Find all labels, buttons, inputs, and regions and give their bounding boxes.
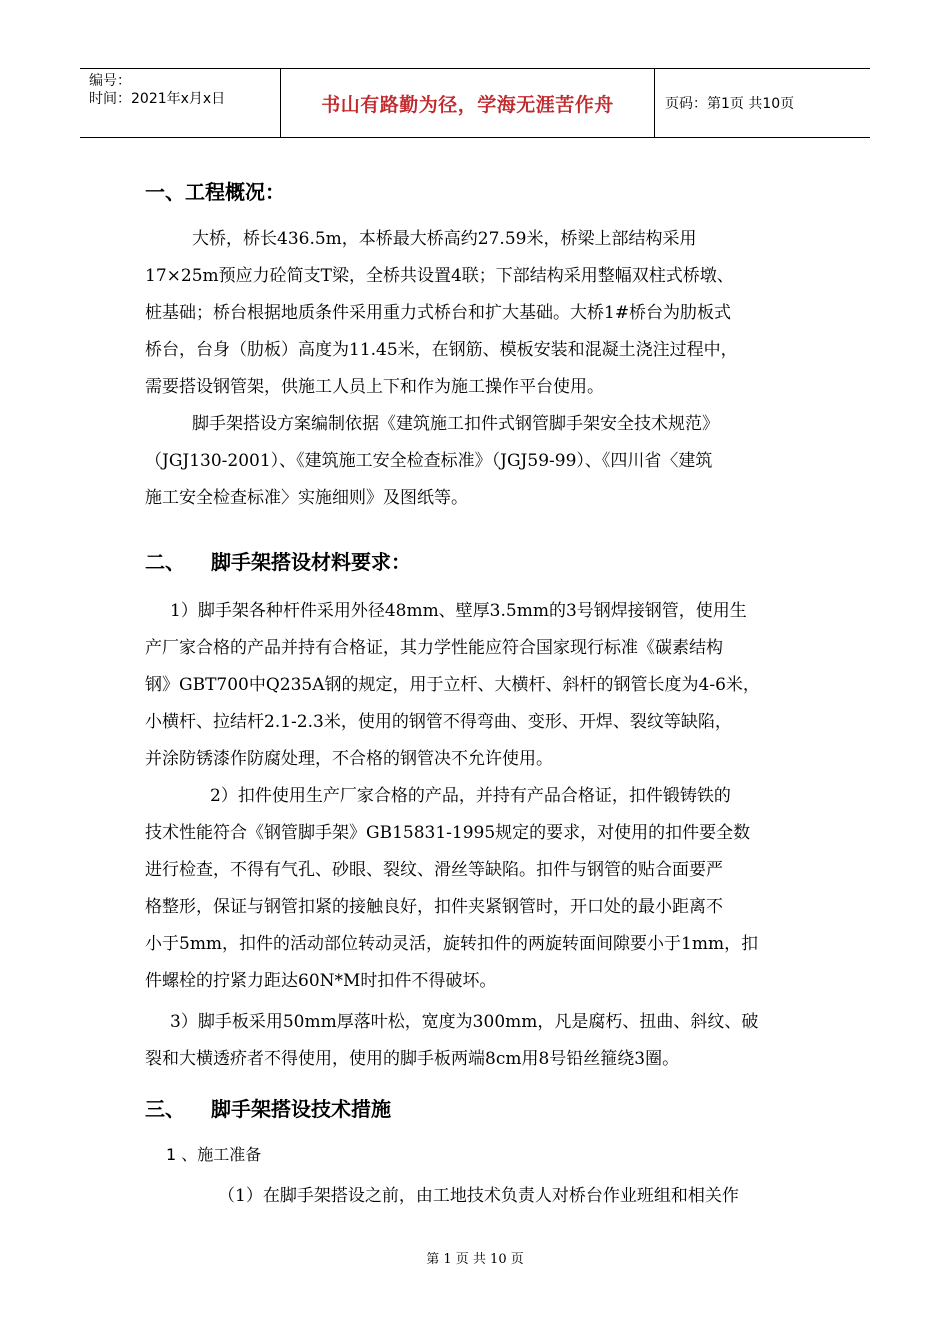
s3-line: （1）在脚手架搭设之前，由工地技术负责人对桥台作业班组和相关作 [218,1186,739,1206]
section-2-title: 脚手架搭设材料要求： [211,550,411,574]
motto: 书山有路勤为径，学海无涯苦作舟 [321,93,614,116]
s1-line: 桥台，台身（肋板）高度为11.45米，在钢筋、模板安装和混凝土浇注过程中， [145,340,738,360]
s2-line: 1）脚手架各种杆件采用外径48mm、壁厚3.5mm的3号钢焊接钢管，使用生 [170,601,747,621]
s1-line: 需要搭设钢管架，供施工人员上下和作为施工操作平台使用。 [145,377,604,397]
s1-line: 脚手架搭设方案编制依据《建筑施工扣件式钢管脚手架安全技术规范》 [192,414,719,434]
subsection-1-title: 1 、施工准备 [166,1145,262,1164]
page-info: 页码：第1页 共10页 [665,96,795,112]
section-3-title: 脚手架搭设技术措施 [211,1097,391,1121]
s1-line: 大桥，桥长436.5m，本桥最大桥高约27.59米，桥梁上部结构采用 [192,229,697,249]
section-3-number: 三、 [145,1097,185,1121]
s2-line: 技术性能符合《钢管脚手架》GB15831-1995规定的要求，对使用的扣件要全数 [145,823,751,843]
s2-line: 并涂防锈漆作防腐处理，不合格的钢管决不允许使用。 [145,749,553,769]
time-label: 时间：2021年x月x日 [89,91,226,107]
section-2-number: 二、 [145,550,185,574]
section-3-heading [145,1093,391,1122]
number-label: 编号： [89,73,131,89]
s2-line: 3）脚手板采用50mm厚落叶松，宽度为300mm，凡是腐朽、扭曲、斜纹、破 [170,1012,759,1032]
s2-line: 小于5mm，扣件的活动部位转动灵活，旋转扣件的两旋转面间隙要小于1mm，扣 [145,934,759,954]
section-1-heading: 一、工程概况： [145,180,285,204]
s2-line: 2）扣件使用生产厂家合格的产品，并持有产品合格证，扣件锻铸铁的 [210,786,731,806]
page-footer: 第 1 页 共 10 页 [426,1252,524,1267]
header-meta [80,69,281,137]
s2-line: 钢》GBT700中Q235A钢的规定，用于立杆、大横杆、斜杆的钢管长度为4-6米， [145,675,760,695]
s1-line: 17×25m预应力砼简支T梁，全桥共设置4联；下部结构采用整幅双柱式桥墩、 [145,266,734,286]
s2-line: 小横杆、拉结杆2.1-2.3米，使用的钢管不得弯曲、变形、开焊、裂纹等缺陷， [145,712,732,732]
header-motto-cell [281,69,655,137]
header-table [80,68,870,138]
s2-line: 件螺栓的拧紧力距达60N*M时扣件不得破坏。 [145,971,497,991]
s1-line: 施工安全检查标准〉实施细则》及图纸等。 [145,488,468,508]
s1-line: （JGJ130-2001）、《建筑施工安全检查标准》（JGJ59-99）、《四川省〈建筑 [145,451,713,471]
s1-line: 桩基础；桥台根据地质条件采用重力式桥台和扩大基础。大桥1#桥台为肋板式 [145,303,732,323]
s2-line: 裂和大横透疥者不得使用，使用的脚手板两端8cm用8号铅丝箍绕3圈。 [145,1049,680,1069]
section-2-heading [145,546,411,575]
s2-line: 进行检查，不得有气孔、砂眼、裂纹、滑丝等缺陷。扣件与钢管的贴合面要严 [145,860,723,880]
s2-line: 格整形，保证与钢管扣紧的接触良好，扣件夹紧钢管时，开口处的最小距离不 [145,897,723,917]
s2-line: 产厂家合格的产品并持有合格证，其力学性能应符合国家现行标准《碳素结构 [145,638,723,658]
